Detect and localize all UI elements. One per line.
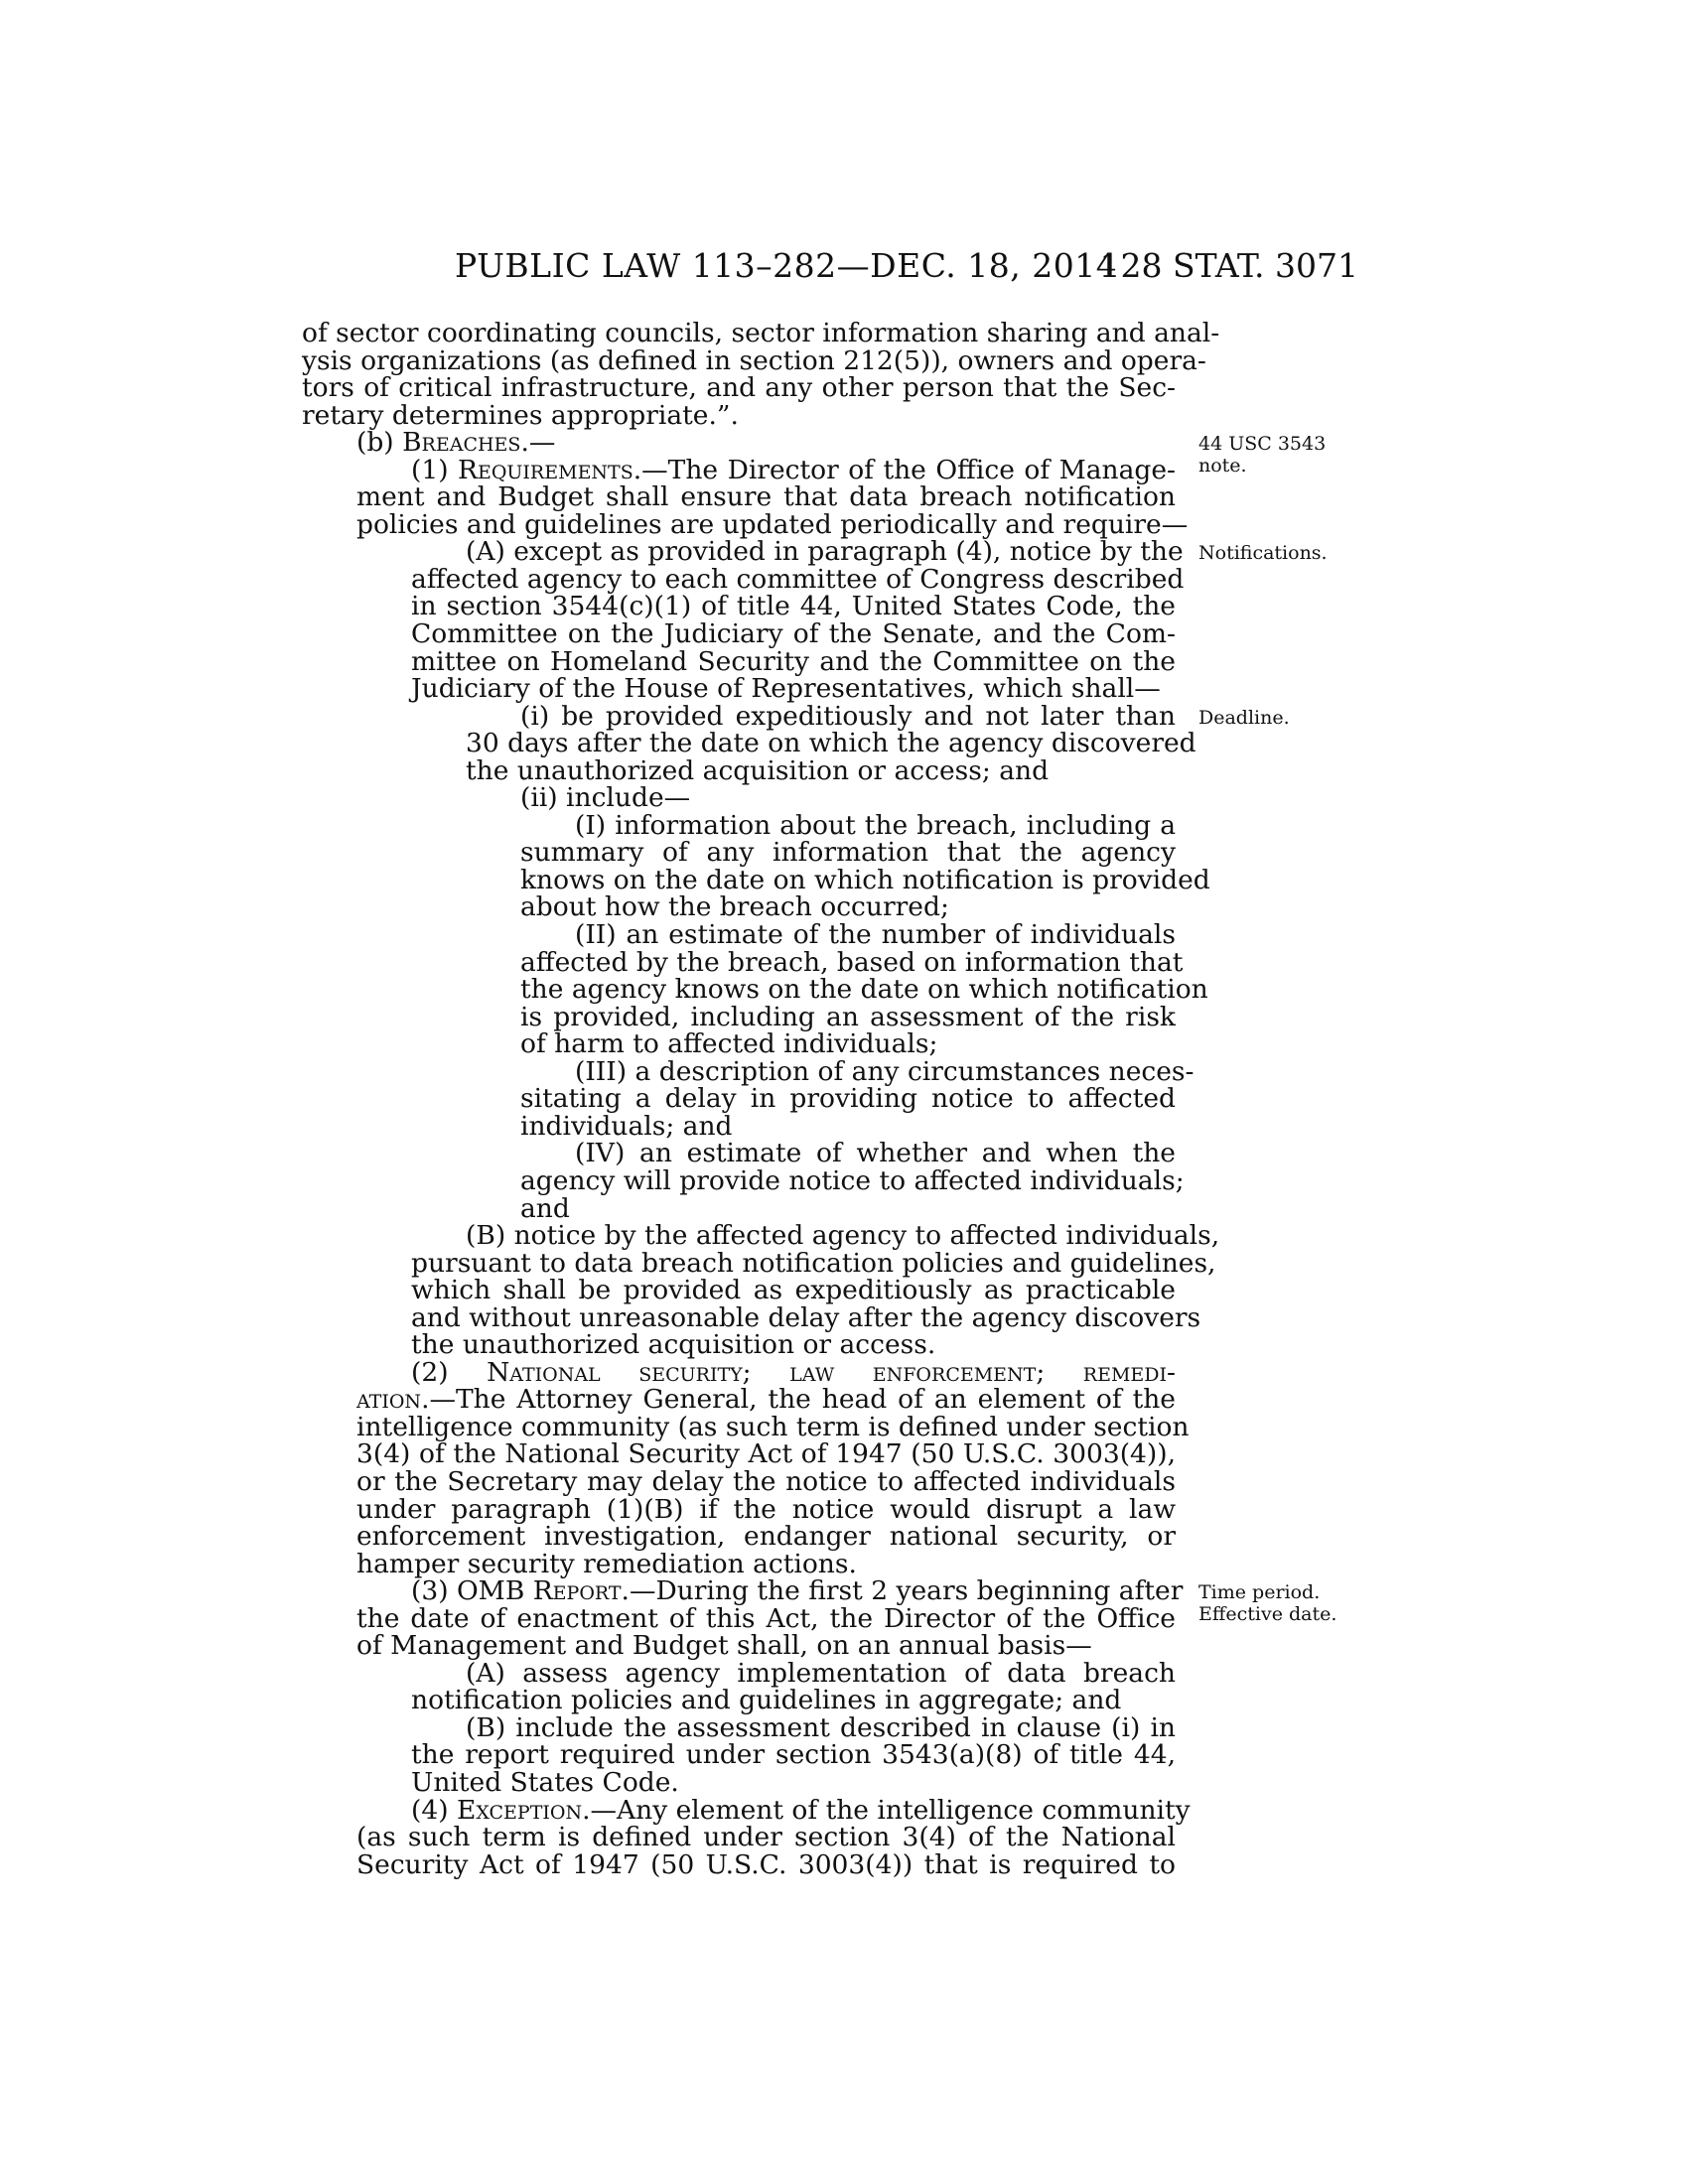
text-line — [302, 1493, 1176, 1525]
section-heading: Requirements — [458, 454, 633, 485]
margin-note — [1198, 707, 1367, 729]
text-run: and — [520, 1192, 570, 1224]
text-line — [302, 483, 1176, 511]
text-run: United States Code. — [411, 1766, 679, 1798]
text-line — [302, 1192, 1176, 1224]
text-run: in section 3544(c)(1) of title 44, United States Code, the — [411, 591, 1176, 622]
text-line — [302, 809, 1176, 841]
text-run: sitating a delay in providing notice to affected — [520, 1083, 1176, 1115]
text-line — [302, 1411, 1190, 1442]
text-line — [302, 1711, 1176, 1743]
text-run: (A) assess agency implementation of data breach — [466, 1657, 1176, 1689]
text-line — [302, 1440, 1176, 1468]
margin-note — [1198, 433, 1367, 477]
text-line — [302, 1523, 1176, 1551]
text-line — [302, 1575, 1184, 1607]
text-line — [302, 563, 1185, 595]
text-line — [302, 399, 1176, 431]
text-line — [302, 1741, 1176, 1769]
text-line — [302, 593, 1176, 620]
text-run: policies and guidelines are updated periodically and require— — [356, 508, 1189, 540]
text-line — [302, 1277, 1176, 1304]
text-line — [302, 536, 1184, 568]
text-line — [302, 1055, 1195, 1087]
text-line — [302, 754, 1176, 786]
text-line — [302, 1386, 1176, 1414]
text-run: notification policies and guidelines in aggregate; and — [411, 1685, 1122, 1716]
text-run: affected by the breach, based on information that — [520, 946, 1184, 978]
text-run: which shall be provided as expeditiously as practicable — [411, 1275, 1176, 1306]
text-run: is provided, including an assessment of the risk — [520, 1001, 1176, 1032]
text-run: summary of any information that the agency — [520, 837, 1176, 869]
text-run: (b) — [356, 427, 403, 459]
text-run: (III) a description of any circumstances neces- — [575, 1055, 1195, 1087]
text-run: .— — [520, 427, 556, 459]
text-line — [302, 1766, 1176, 1798]
text-line — [302, 1140, 1176, 1167]
text-run: (A) except as provided in paragraph (4), notice by the — [466, 536, 1184, 568]
text-run: (ii) include— — [520, 782, 691, 814]
text-run: the agency knows on the date on which notification — [520, 974, 1208, 1006]
text-line — [302, 1085, 1176, 1113]
text-line — [302, 1110, 1176, 1142]
text-run: (3) OMB — [411, 1575, 533, 1607]
text-line — [302, 508, 1189, 540]
text-run: enforcement investigation, endanger national security, or — [356, 1521, 1176, 1553]
text-run: pursuant to data breach notification policies and guidelines, — [411, 1247, 1216, 1279]
text-run: and without unreasonable delay after the agency discovers — [411, 1301, 1201, 1333]
text-run: .—Any element of the intelligence community — [582, 1794, 1191, 1826]
text-run: (IV) an estimate of whether and when the — [575, 1138, 1176, 1169]
text-run: or the Secretary may delay the notice to affected individuals — [356, 1465, 1176, 1497]
text-line — [302, 864, 1210, 895]
text-run: (II) an estimate of the number of individuals — [575, 919, 1176, 951]
statute-page-number: 128 STAT. 3071 — [1099, 246, 1358, 285]
text-line — [302, 620, 1176, 648]
text-line — [302, 374, 1176, 402]
section-heading: ation — [356, 1384, 422, 1416]
text-line — [302, 728, 1196, 759]
text-run: retary determines appropriate.”. — [302, 399, 739, 431]
margin-note-line: Deadline. — [1198, 706, 1290, 729]
text-line — [302, 1794, 1191, 1826]
text-line — [302, 675, 1176, 703]
text-line — [302, 700, 1176, 732]
margin-note-line: Notifications. — [1198, 542, 1328, 565]
text-run: .—The Director of the Office of Manage- — [633, 454, 1176, 485]
text-line — [302, 1632, 1176, 1660]
text-line — [302, 946, 1184, 978]
margin-note — [1198, 1581, 1367, 1625]
text-line — [302, 1220, 1220, 1252]
text-run: of sector coordinating councils, sector information sharing and anal- — [302, 318, 1220, 348]
running-head-title: PUBLIC LAW 113–282—DEC. 18, 2014 — [455, 246, 1118, 285]
text-run: (B) include the assessment described in clause (i) in — [466, 1711, 1176, 1743]
section-heading: Report — [532, 1575, 622, 1607]
text-line — [302, 893, 1176, 921]
margin-note-line: note. — [1198, 455, 1247, 478]
text-run: 3(4) of the National Security Act of 1947 (50 U.S.C. 3003(4)), — [356, 1438, 1176, 1470]
text-run: (2) — [411, 1356, 488, 1388]
text-run: ysis organizations (as defined in section 212(5)), owners and opera- — [302, 344, 1206, 376]
section-heading: Exception — [456, 1794, 583, 1826]
text-run: Judiciary of the House of Representatives, which shall— — [411, 673, 1161, 705]
text-run: mittee on Homeland Security and the Committee on the — [411, 645, 1176, 677]
text-line — [302, 1657, 1176, 1689]
text-run: knows on the date on which notification is provided — [520, 864, 1210, 895]
text-line — [302, 1824, 1176, 1851]
text-run: tors of critical infrastructure, and any other person that the Sec- — [302, 372, 1176, 404]
text-run: about how the breach occurred; — [520, 891, 949, 923]
text-run: intelligence community (as such term is defined under section — [356, 1411, 1190, 1442]
text-run: (i) be provided expeditiously and not later than — [520, 700, 1176, 732]
text-run: the date of enactment of this Act, the Director of the Office — [356, 1602, 1176, 1634]
text-line — [302, 1356, 1176, 1388]
text-line — [302, 839, 1176, 867]
text-run: affected agency to each committee of Congress described — [411, 563, 1185, 595]
text-line — [302, 1030, 1176, 1058]
text-line — [302, 1687, 1176, 1714]
text-line — [302, 1301, 1201, 1333]
text-line — [302, 454, 1176, 485]
text-run: agency will provide notice to affected individuals; — [520, 1164, 1185, 1196]
text-line — [302, 974, 1208, 1006]
text-run: of Management and Budget shall, on an annual basis— — [356, 1630, 1092, 1662]
text-line — [302, 1001, 1176, 1032]
text-line — [302, 1548, 1176, 1579]
section-heading: Breaches — [402, 427, 521, 459]
text-line — [302, 1247, 1216, 1279]
text-line — [302, 1602, 1176, 1634]
text-run: (as such term is defined under section 3(4) of the National — [356, 1822, 1176, 1853]
text-run: the unauthorized acquisition or access; and — [466, 754, 1050, 786]
text-line — [302, 429, 1176, 457]
text-run: individuals; and — [520, 1110, 733, 1142]
text-run: ment and Budget shall ensure that data breach notification — [356, 481, 1176, 513]
margin-note-line: Time period. — [1198, 1581, 1321, 1604]
text-run: 30 days after the date on which the agency discovered — [466, 728, 1196, 759]
text-line — [302, 1465, 1176, 1497]
text-line — [302, 1331, 1176, 1359]
text-line — [302, 784, 1176, 812]
text-run: .—The Attorney General, the head of an element of the — [421, 1384, 1176, 1416]
text-line — [302, 1164, 1185, 1196]
text-line — [302, 645, 1176, 677]
text-run: (I) information about the breach, including a — [575, 809, 1176, 841]
text-line — [302, 344, 1206, 376]
text-run: (1) — [411, 454, 459, 485]
text-line — [302, 1848, 1176, 1880]
text-run: hamper security remediation actions. — [356, 1548, 857, 1579]
section-heading: National security; law enforcement; remedi- — [487, 1356, 1176, 1388]
text-run: of harm to affected individuals; — [520, 1028, 938, 1060]
text-run: under paragraph (1)(B) if the notice would disrupt a law — [356, 1493, 1176, 1525]
text-run: the report required under section 3543(a)(8) of title 44, — [411, 1739, 1176, 1771]
text-run: Security Act of 1947 (50 U.S.C. 3003(4)) that is required to — [356, 1848, 1176, 1880]
text-line — [302, 318, 1220, 348]
text-run: Committee on the Judiciary of the Senate, and the Com- — [411, 618, 1176, 650]
margin-note — [1198, 542, 1367, 564]
text-run: .—During the first 2 years beginning after — [621, 1575, 1184, 1607]
statute-body-text — [302, 318, 1220, 1880]
text-run: (4) — [411, 1794, 457, 1826]
margin-note-line: 44 USC 3543 — [1198, 433, 1327, 456]
page-header — [455, 246, 1358, 296]
margin-note-line: Effective date. — [1198, 1603, 1337, 1626]
text-run: (B) notice by the affected agency to affected individuals, — [466, 1220, 1220, 1252]
text-run: the unauthorized acquisition or access. — [411, 1329, 936, 1361]
text-line — [302, 921, 1176, 949]
